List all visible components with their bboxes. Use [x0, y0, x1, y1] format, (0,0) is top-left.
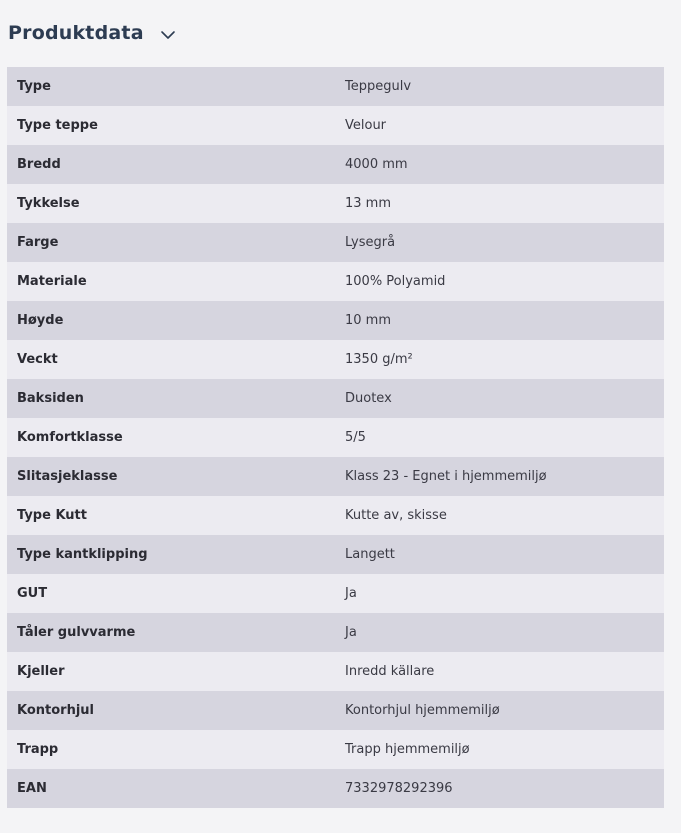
- row-value: 5/5: [345, 430, 366, 445]
- row-label: Trapp: [17, 742, 59, 757]
- row-value: Ja: [345, 586, 357, 601]
- row-value: 7332978292396: [345, 781, 453, 796]
- row-label: GUT: [17, 586, 48, 601]
- table-row: [7, 535, 664, 574]
- table-row: [7, 106, 664, 145]
- row-label: Farge: [17, 235, 59, 250]
- table-row: [7, 691, 664, 730]
- table-row: [7, 67, 664, 106]
- row-label: EAN: [17, 781, 47, 796]
- table-row: [7, 340, 664, 379]
- row-label: Type: [17, 79, 51, 94]
- row-label: Komfortklasse: [17, 430, 123, 445]
- row-label: Type teppe: [17, 118, 98, 133]
- table-row: [7, 730, 664, 769]
- row-label: Bredd: [17, 157, 61, 172]
- table-row: [7, 301, 664, 340]
- row-label: Veckt: [17, 352, 58, 367]
- row-value: Trapp hjemmemiljø: [345, 742, 470, 757]
- table-row: [7, 223, 664, 262]
- row-value: Klass 23 - Egnet i hjemmemiljø: [345, 469, 547, 484]
- table-row: [7, 613, 664, 652]
- row-value: 13 mm: [345, 196, 392, 211]
- row-value: Lysegrå: [345, 235, 396, 250]
- row-value: Ja: [345, 625, 357, 640]
- table-row: [7, 379, 664, 418]
- chevron-down-icon: [160, 27, 176, 43]
- row-value: Duotex: [345, 391, 392, 406]
- row-label: Baksiden: [17, 391, 84, 406]
- row-value: Teppegulv: [345, 79, 412, 94]
- table-row: [7, 496, 664, 535]
- section-title: Produktdata: [8, 22, 144, 44]
- row-label: Tåler gulvvarme: [17, 625, 136, 640]
- product-data-table: [7, 67, 664, 808]
- row-label: Materiale: [17, 274, 87, 289]
- table-row: [7, 145, 664, 184]
- row-label: Kontorhjul: [17, 703, 95, 718]
- row-value: Langett: [345, 547, 395, 562]
- row-value: 1350 g/m²: [345, 352, 413, 367]
- table-row: [7, 184, 664, 223]
- row-label: Høyde: [17, 313, 64, 328]
- table-row: [7, 418, 664, 457]
- row-value: 4000 mm: [345, 157, 408, 172]
- row-value: 100% Polyamid: [345, 274, 446, 289]
- row-value: Kontorhjul hjemmemiljø: [345, 703, 500, 718]
- row-value: 10 mm: [345, 313, 392, 328]
- product-data-toggle[interactable]: [8, 18, 176, 48]
- row-label: Kjeller: [17, 664, 65, 679]
- table-row: [7, 652, 664, 691]
- table-row: [7, 769, 664, 808]
- row-label: Type kantklipping: [17, 547, 148, 562]
- table-row: [7, 262, 664, 301]
- row-label: Slitasjeklasse: [17, 469, 118, 484]
- table-row: [7, 574, 664, 613]
- row-label: Tykkelse: [17, 196, 80, 211]
- row-value: Kutte av, skisse: [345, 508, 447, 523]
- row-label: Type Kutt: [17, 508, 87, 523]
- table-row: [7, 457, 664, 496]
- row-value: Inredd källare: [345, 664, 435, 679]
- row-value: Velour: [345, 118, 387, 133]
